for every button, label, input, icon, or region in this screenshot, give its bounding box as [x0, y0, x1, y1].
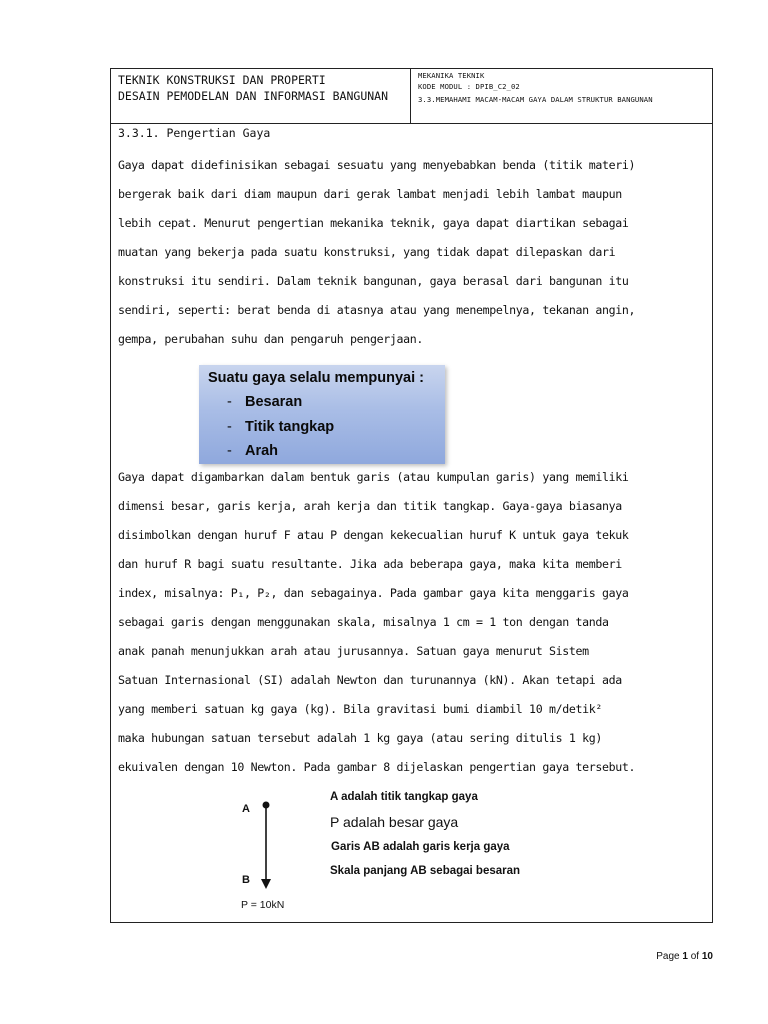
page-footer	[656, 951, 713, 962]
figure-note: P adalah besar gaya	[330, 814, 459, 830]
text-line: sebagai garis dengan menggunakan skala, misalnya 1 cm = 1 ton dengan tanda	[118, 615, 609, 629]
page-number: 1	[682, 951, 688, 962]
dash-bullet: -	[227, 394, 232, 410]
of-word: of	[690, 951, 700, 962]
header-module-code: KODE MODUL : DPIB_C2_02	[418, 81, 520, 91]
text-line: index, misalnya: P₁, P₂, dan sebagainya. Pada gambar gaya kita menggaris gaya	[118, 586, 629, 600]
header-subject: MEKANIKA TEKNIK	[418, 71, 485, 80]
callout-item-label: Besaran	[245, 394, 303, 410]
arrowhead-down-icon	[261, 879, 271, 889]
text-line: yang memberi satuan kg gaya (kg). Bila gravitasi bumi diambil 10 m/detik²	[118, 702, 602, 716]
text-line: anak panah menunjukkan arah atau jurusannya. Satuan gaya menurut Sistem	[118, 644, 589, 658]
text-line: dimensi besar, garis kerja, arah kerja dan titik tangkap. Gaya-gaya biasanya	[118, 499, 622, 513]
header-competency: DESAIN PEMODELAN DAN INFORMASI BANGUNAN	[118, 89, 389, 103]
text-line: Satuan Internasional (SI) adalah Newton dan turunannya (kN). Akan tetapi ada	[118, 673, 622, 687]
header-program: TEKNIK KONSTRUKSI DAN PROPERTI	[118, 73, 326, 87]
callout-item-label: Arah	[245, 443, 279, 459]
text-line: muatan yang bekerja pada suatu konstruksi, yang tidak dapat dilepaskan dari	[118, 245, 616, 259]
page-word: Page	[656, 951, 680, 962]
callout-title: Suatu gaya selalu mempunyai :	[208, 370, 424, 386]
text-line: dan huruf R bagi suatu resultante. Jika ada beberapa gaya, maka kita memberi	[118, 557, 622, 571]
text-line: lebih cepat. Menurut pengertian mekanika teknik, gaya dapat diartikan sebagai	[118, 216, 629, 230]
text-line: bergerak baik dari diam maupun dari gerak lambat menjadi lebih lambat maupun	[118, 187, 622, 201]
figure-note: Garis AB adalah garis kerja gaya	[331, 841, 510, 853]
section-title: 3.3.1. Pengertian Gaya	[118, 126, 271, 140]
text-line: Gaya dapat digambarkan dalam bentuk garis (atau kumpulan garis) yang memiliki	[118, 470, 629, 484]
text-line: sendiri, seperti: berat benda di atasnya atau yang menempelnya, tekanan angin,	[118, 303, 636, 317]
dash-bullet: -	[227, 419, 232, 435]
text-line: maka hubungan satuan tersebut adalah 1 kg gaya (atau sering ditulis 1 kg)	[118, 731, 602, 745]
text-line: Gaya dapat didefinisikan sebagai sesuatu yang menyebabkan benda (titik materi)	[118, 158, 636, 172]
text-line: gempa, perubahan suhu dan pengaruh pengerjaan.	[118, 332, 423, 346]
page-total: 10	[701, 951, 713, 962]
point-label-b: B	[242, 874, 250, 886]
header-topic: 3.3.MEMAHAMI MACAM-MACAM GAYA DALAM STRUKTUR BANGUNAN	[418, 95, 653, 104]
dash-bullet: -	[227, 443, 232, 459]
figure-note: A adalah titik tangkap gaya	[330, 791, 478, 803]
figure-note: Skala panjang AB sebagai besaran	[330, 865, 521, 877]
force-magnitude-label: P = 10kN	[241, 899, 285, 911]
text-line: ekuivalen dengan 10 Newton. Pada gambar 8 dijelaskan pengertian gaya tersebut.	[118, 760, 636, 774]
text-line: konstruksi itu sendiri. Dalam teknik bangunan, gaya berasal dari bangunan itu	[118, 274, 629, 288]
callout-item-label: Titik tangkap	[245, 419, 335, 435]
text-line: disimbolkan dengan huruf F atau P dengan kekecualian huruf K untuk gaya tekuk	[118, 528, 629, 542]
point-label-a: A	[242, 803, 250, 815]
